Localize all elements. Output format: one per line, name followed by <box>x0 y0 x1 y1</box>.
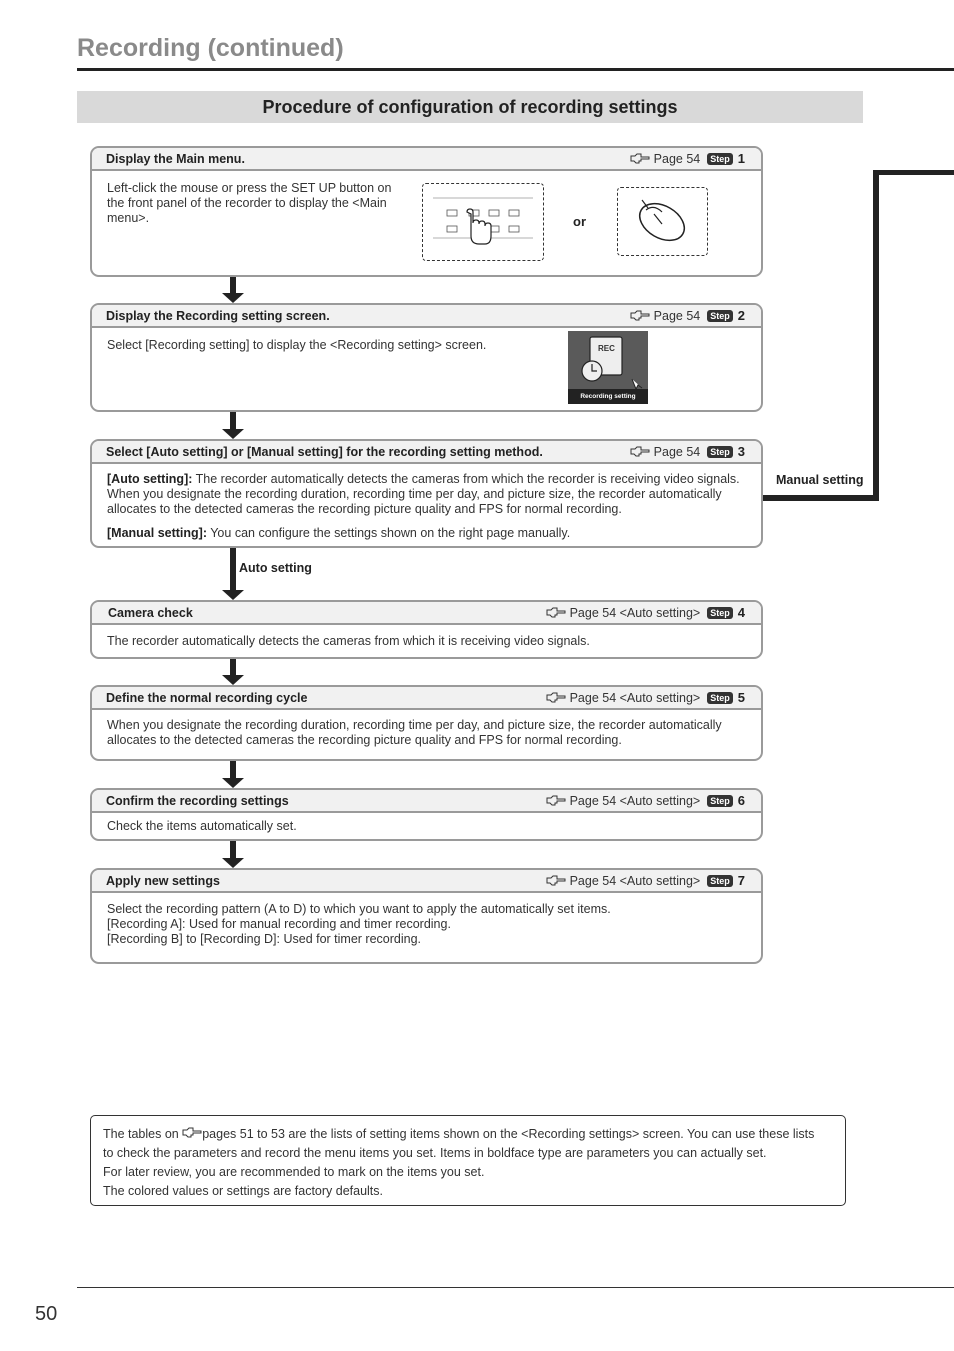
hand-pointer-icon <box>546 875 566 887</box>
note-line: The colored values or settings are factory defaults. <box>103 1184 384 1198</box>
step-5-body: When you designate the recording duration, recording time per day, and picture size, the recorder automatically allocates to the detected cameras the recording picture quality and FPS for normal recording. <box>107 718 722 747</box>
rec-setting-icon <box>568 331 648 391</box>
note-box <box>90 1115 846 1206</box>
step-badge: Step <box>707 795 733 807</box>
manual-setting-label: Manual setting <box>776 473 864 487</box>
step-6-reference <box>546 793 745 808</box>
step-1-number: 1 <box>737 151 745 166</box>
step-3-title: Select [Auto setting] or [Manual setting] for the recording setting method. <box>106 444 543 459</box>
step-3-page-ref: Page 54 <box>653 444 701 459</box>
hand-pointer-icon <box>182 1127 202 1139</box>
or-label: or <box>573 214 586 229</box>
manual-path-top <box>873 170 954 175</box>
flow-arrow <box>222 761 244 788</box>
hand-pointer-icon <box>630 310 650 322</box>
rec-setting-image <box>568 331 648 404</box>
step-5-header <box>92 687 761 710</box>
step-5-title: Define the normal recording cycle <box>106 690 308 705</box>
step-4-header <box>92 602 761 625</box>
flow-arrow <box>222 659 244 685</box>
footer-rule <box>77 1287 954 1288</box>
note-line: The tables on pages 51 to 53 are the lists of setting items shown on the <Recording settings> screen. You can use these lists <box>103 1127 815 1141</box>
step-7-line: [Recording B] to [Recording D]: Used for timer recording. <box>107 932 422 946</box>
step-1-reference <box>630 151 745 166</box>
step-5-number: 5 <box>737 690 745 705</box>
step-2-number: 2 <box>737 308 745 323</box>
step-7-header <box>92 870 761 893</box>
step-7-body <box>92 893 761 955</box>
step-5-page-ref: Page 54 <Auto setting> <box>569 690 701 705</box>
step-4-title: Camera check <box>108 605 193 620</box>
step-badge: Step <box>707 692 733 704</box>
front-panel-icon <box>423 184 543 260</box>
step-2-title: Display the Recording setting screen. <box>106 308 330 323</box>
step-5-box <box>90 685 763 761</box>
manual-path-bottom <box>763 495 879 501</box>
step-3-box <box>90 439 763 548</box>
step-4-page-ref: Page 54 <Auto setting> <box>569 605 701 620</box>
step-badge: Step <box>707 607 733 619</box>
step-badge: Step <box>707 446 733 458</box>
step-5-reference <box>546 690 745 705</box>
step-3-number: 3 <box>737 444 745 459</box>
section-banner: Procedure of configuration of recording settings <box>77 91 863 123</box>
step-4-box <box>90 600 763 659</box>
hand-pointer-icon <box>546 607 566 619</box>
rec-icon-text: REC <box>598 344 615 353</box>
mouse-image <box>617 187 708 256</box>
flow-arrow <box>222 841 244 868</box>
hand-pointer-icon <box>630 446 650 458</box>
step-badge: Step <box>707 310 733 322</box>
page-title: Recording (continued) <box>77 34 344 62</box>
step-badge: Step <box>707 153 733 165</box>
step-7-number: 7 <box>737 873 745 888</box>
manual-setting-description: [Manual setting]: You can configure the settings shown on the right page manually. <box>107 526 571 540</box>
step-7-title: Apply new settings <box>106 873 220 888</box>
auto-setting-label: Auto setting <box>239 561 312 575</box>
step-3-header <box>92 441 761 464</box>
step-1-title: Display the Main menu. <box>106 151 245 166</box>
flow-arrow <box>222 277 244 303</box>
step-2-box <box>90 303 763 412</box>
title-rule <box>77 68 954 71</box>
step-4-number: 4 <box>737 605 745 620</box>
step-3-reference <box>630 444 745 459</box>
step-4-body: The recorder automatically detects the cameras from which it is receiving video signals. <box>107 634 590 648</box>
step-2-header <box>92 305 761 328</box>
step-6-box <box>90 788 763 841</box>
step-7-box <box>90 868 763 964</box>
note-line: to check the parameters and record the menu items you set. Items in boldface type are parameters you can actually set. <box>103 1146 767 1160</box>
auto-setting-description: [Auto setting]: The recorder automatically detects the cameras from which the recorder is receiving video signals. When you designate the recording duration, recording time per day, and picture size, the recorder automatically allocates to the detected cameras the recording picture quality and FPS for normal recording. <box>107 472 740 516</box>
page-number: 50 <box>35 1303 58 1325</box>
manual-path-vertical <box>873 170 879 501</box>
step-6-title: Confirm the recording settings <box>106 793 289 808</box>
rec-icon-caption: Recording setting <box>568 389 648 404</box>
step-7-reference <box>546 873 745 888</box>
step-2-page-ref: Page 54 <box>653 308 701 323</box>
step-3-body <box>92 464 761 548</box>
step-7-page-ref: Page 54 <Auto setting> <box>569 873 701 888</box>
hand-pointer-icon <box>546 795 566 807</box>
step-4-reference <box>546 605 745 620</box>
step-2-body: Select [Recording setting] to display the <Recording setting> screen. <box>107 338 487 352</box>
step-7-line: Select the recording pattern (A to D) to which you want to apply the automatically set items. <box>107 902 611 916</box>
step-6-body: Check the items automatically set. <box>107 819 297 833</box>
mouse-icon <box>618 188 707 255</box>
step-2-reference <box>630 308 745 323</box>
step-badge: Step <box>707 875 733 887</box>
front-panel-image <box>422 183 544 261</box>
hand-pointer-icon <box>546 692 566 704</box>
flow-arrow <box>222 412 244 439</box>
note-line: For later review, you are recommended to mark on the items you set. <box>103 1165 485 1179</box>
step-6-number: 6 <box>737 793 745 808</box>
step-7-line: [Recording A]: Used for manual recording and timer recording. <box>107 917 451 931</box>
step-1-body: Left-click the mouse or press the SET UP button on the front panel of the recorder to display the <Main menu>. <box>107 181 392 225</box>
step-6-header <box>92 790 761 813</box>
step-1-page-ref: Page 54 <box>653 151 701 166</box>
step-1-header <box>92 148 761 171</box>
step-6-page-ref: Page 54 <Auto setting> <box>569 793 701 808</box>
hand-pointer-icon <box>630 153 650 165</box>
